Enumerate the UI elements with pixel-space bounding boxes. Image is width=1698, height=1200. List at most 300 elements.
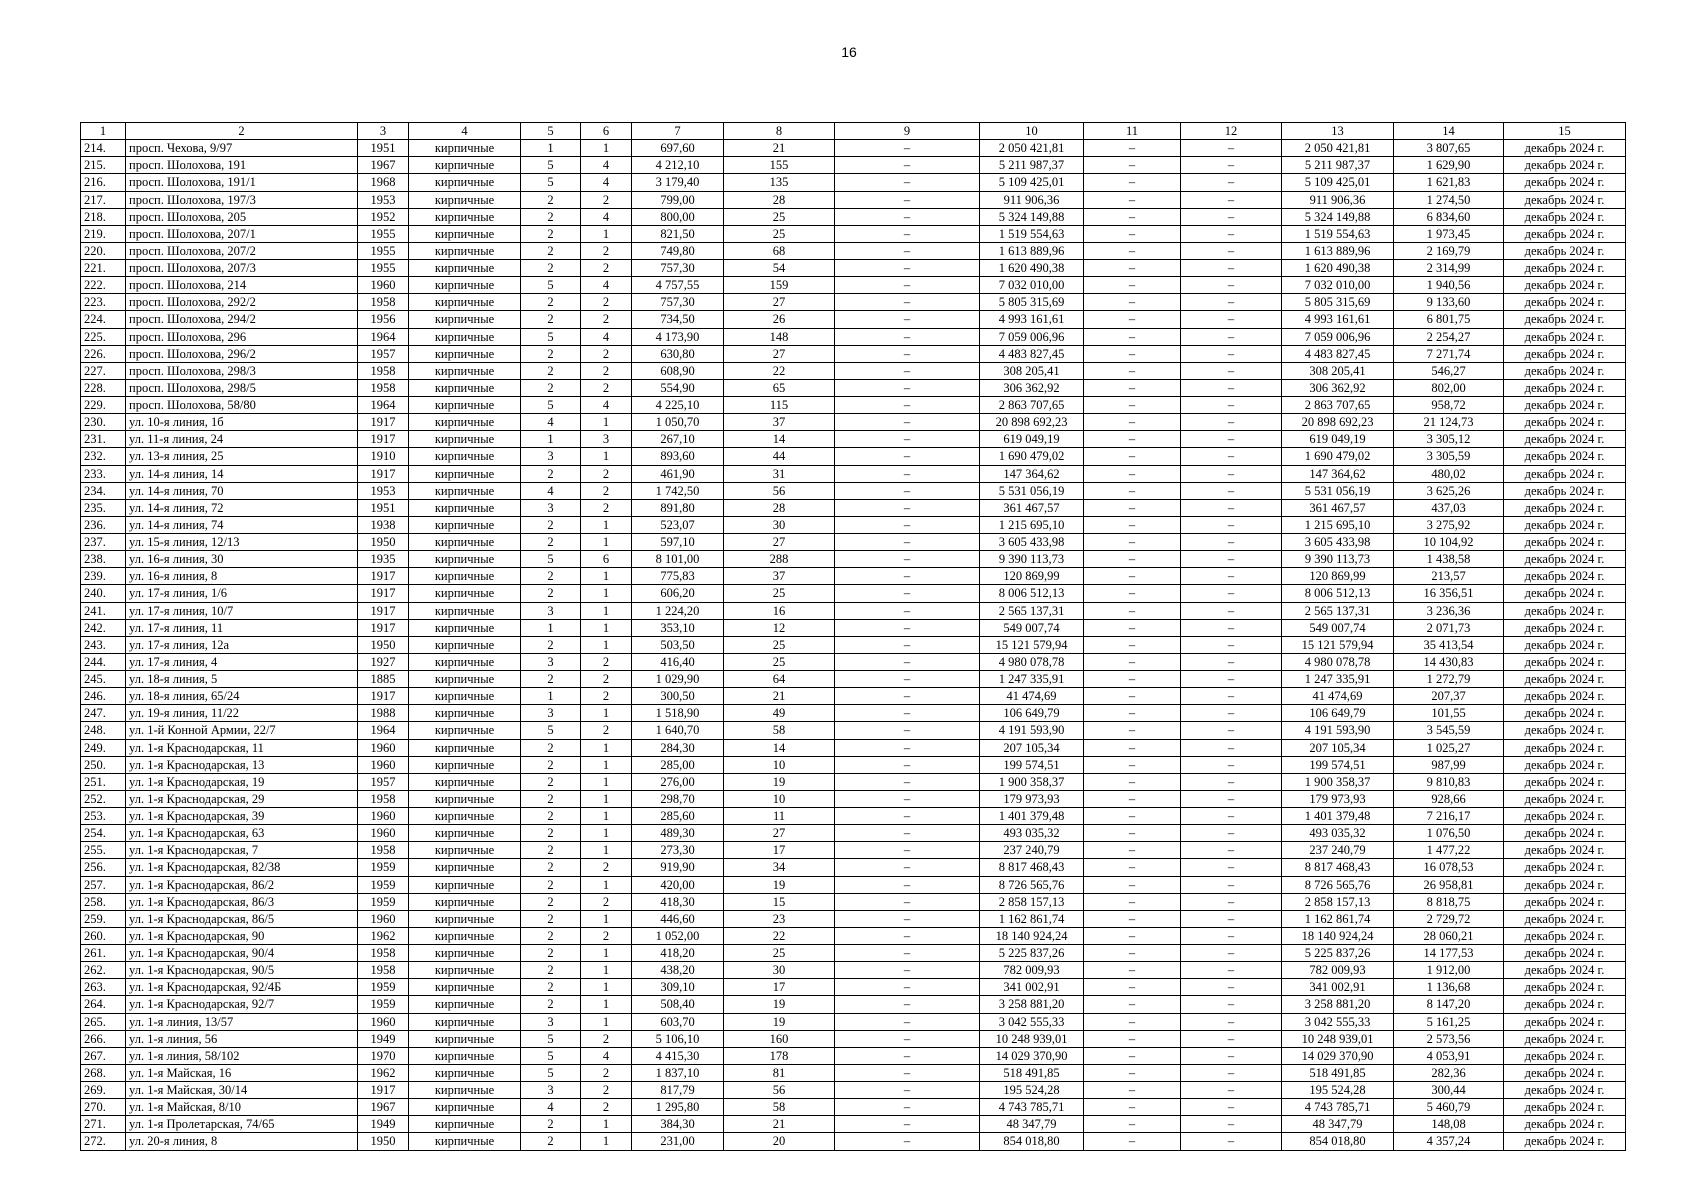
col-11-cell: – <box>1084 568 1181 585</box>
row-number-cell: 250. <box>81 756 126 773</box>
col-5-cell: 3 <box>521 705 581 722</box>
col-13-cell: 2 565 137,31 <box>1282 602 1394 619</box>
column-header-11: 11 <box>1084 123 1181 140</box>
col-10-cell: 549 007,74 <box>980 619 1084 636</box>
col-5-cell: 3 <box>521 499 581 516</box>
wall-material-cell: кирпичные <box>409 499 521 516</box>
address-cell: ул. 1-я Краснодарская, 90 <box>126 927 358 944</box>
col-5-cell: 2 <box>521 311 581 328</box>
col-12-cell: – <box>1181 602 1282 619</box>
year-cell: 1950 <box>358 1133 409 1150</box>
col-7-cell: 231,00 <box>632 1133 724 1150</box>
row-number-cell: 267. <box>81 1047 126 1064</box>
col-5-cell: 5 <box>521 277 581 294</box>
col-11-cell: – <box>1084 1082 1181 1099</box>
col-5-cell: 2 <box>521 465 581 482</box>
col-13-cell: 518 491,85 <box>1282 1064 1394 1081</box>
row-number-cell: 229. <box>81 397 126 414</box>
col-15-cell: декабрь 2024 г. <box>1504 653 1626 670</box>
col-5-cell: 2 <box>521 893 581 910</box>
address-cell: ул. 17-я линия, 11 <box>126 619 358 636</box>
wall-material-cell: кирпичные <box>409 379 521 396</box>
wall-material-cell: кирпичные <box>409 448 521 465</box>
col-10-cell: 306 362,92 <box>980 379 1084 396</box>
table-row <box>81 431 1626 448</box>
col-15-cell: декабрь 2024 г. <box>1504 671 1626 688</box>
col-11-cell: – <box>1084 191 1181 208</box>
col-11-cell: – <box>1084 876 1181 893</box>
col-8-cell: 25 <box>724 945 835 962</box>
col-11-cell: – <box>1084 294 1181 311</box>
page-number: 16 <box>841 44 857 60</box>
col-13-cell: 341 002,91 <box>1282 979 1394 996</box>
col-7-cell: 1 640,70 <box>632 722 724 739</box>
col-12-cell: – <box>1181 705 1282 722</box>
col-7-cell: 4 415,30 <box>632 1047 724 1064</box>
table-row <box>81 311 1626 328</box>
col-15-cell: декабрь 2024 г. <box>1504 448 1626 465</box>
col-15-cell: декабрь 2024 г. <box>1504 140 1626 157</box>
year-cell: 1917 <box>358 568 409 585</box>
col-13-cell: 782 009,93 <box>1282 962 1394 979</box>
column-header-2: 2 <box>126 123 358 140</box>
col-10-cell: 518 491,85 <box>980 1064 1084 1081</box>
col-15-cell: декабрь 2024 г. <box>1504 225 1626 242</box>
table-row <box>81 1082 1626 1099</box>
col-14-cell: 3 545,59 <box>1394 722 1504 739</box>
wall-material-cell: кирпичные <box>409 859 521 876</box>
col-13-cell: 4 980 078,78 <box>1282 653 1394 670</box>
table-row <box>81 876 1626 893</box>
col-9-cell: – <box>835 705 980 722</box>
col-12-cell: – <box>1181 739 1282 756</box>
col-9-cell: – <box>835 191 980 208</box>
col-7-cell: 418,20 <box>632 945 724 962</box>
address-cell: ул. 1-я Краснодарская, 39 <box>126 808 358 825</box>
col-6-cell: 3 <box>581 431 632 448</box>
row-number-cell: 269. <box>81 1082 126 1099</box>
col-13-cell: 120 869,99 <box>1282 568 1394 585</box>
col-9-cell: – <box>835 379 980 396</box>
col-8-cell: 14 <box>724 431 835 448</box>
col-6-cell: 1 <box>581 568 632 585</box>
year-cell: 1967 <box>358 157 409 174</box>
col-10-cell: 20 898 692,23 <box>980 414 1084 431</box>
col-14-cell: 5 460,79 <box>1394 1099 1504 1116</box>
address-cell: просп. Шолохова, 197/3 <box>126 191 358 208</box>
column-header-3: 3 <box>358 123 409 140</box>
col-6-cell: 1 <box>581 790 632 807</box>
col-8-cell: 288 <box>724 551 835 568</box>
col-15-cell: декабрь 2024 г. <box>1504 1116 1626 1133</box>
address-cell: ул. 17-я линия, 10/7 <box>126 602 358 619</box>
wall-material-cell: кирпичные <box>409 242 521 259</box>
col-12-cell: – <box>1181 910 1282 927</box>
col-14-cell: 207,37 <box>1394 688 1504 705</box>
col-10-cell: 8 726 565,76 <box>980 876 1084 893</box>
table-row <box>81 825 1626 842</box>
address-cell: просп. Шолохова, 207/3 <box>126 260 358 277</box>
address-cell: ул. 1-я Краснодарская, 29 <box>126 790 358 807</box>
col-13-cell: 106 649,79 <box>1282 705 1394 722</box>
table-row <box>81 790 1626 807</box>
address-cell: ул. 13-я линия, 25 <box>126 448 358 465</box>
col-7-cell: 420,00 <box>632 876 724 893</box>
col-8-cell: 68 <box>724 242 835 259</box>
col-12-cell: – <box>1181 962 1282 979</box>
col-8-cell: 58 <box>724 722 835 739</box>
col-5-cell: 2 <box>521 876 581 893</box>
address-cell: ул. 1-я Краснодарская, 92/7 <box>126 996 358 1013</box>
col-9-cell: – <box>835 516 980 533</box>
col-9-cell: – <box>835 260 980 277</box>
wall-material-cell: кирпичные <box>409 140 521 157</box>
row-number-cell: 231. <box>81 431 126 448</box>
col-6-cell: 2 <box>581 927 632 944</box>
address-cell: ул. 1-я Краснодарская, 19 <box>126 773 358 790</box>
column-header-10: 10 <box>980 123 1084 140</box>
col-6-cell: 2 <box>581 893 632 910</box>
year-cell: 1964 <box>358 328 409 345</box>
row-number-cell: 262. <box>81 962 126 979</box>
col-12-cell: – <box>1181 294 1282 311</box>
col-13-cell: 18 140 924,24 <box>1282 927 1394 944</box>
col-7-cell: 606,20 <box>632 585 724 602</box>
address-cell: ул. 1-я Пролетарская, 74/65 <box>126 1116 358 1133</box>
col-9-cell: – <box>835 1064 980 1081</box>
address-cell: просп. Шолохова, 191 <box>126 157 358 174</box>
row-number-cell: 271. <box>81 1116 126 1133</box>
col-13-cell: 1 900 358,37 <box>1282 773 1394 790</box>
table-row <box>81 859 1626 876</box>
col-14-cell: 1 136,68 <box>1394 979 1504 996</box>
col-10-cell: 9 390 113,73 <box>980 551 1084 568</box>
col-14-cell: 26 958,81 <box>1394 876 1504 893</box>
table-row <box>81 893 1626 910</box>
col-5-cell: 2 <box>521 585 581 602</box>
col-6-cell: 1 <box>581 1116 632 1133</box>
col-15-cell: декабрь 2024 г. <box>1504 431 1626 448</box>
col-5-cell: 2 <box>521 260 581 277</box>
col-9-cell: – <box>835 328 980 345</box>
wall-material-cell: кирпичные <box>409 191 521 208</box>
col-12-cell: – <box>1181 876 1282 893</box>
col-7-cell: 775,83 <box>632 568 724 585</box>
col-11-cell: – <box>1084 140 1181 157</box>
col-5-cell: 5 <box>521 328 581 345</box>
col-11-cell: – <box>1084 859 1181 876</box>
col-13-cell: 911 906,36 <box>1282 191 1394 208</box>
col-9-cell: – <box>835 722 980 739</box>
wall-material-cell: кирпичные <box>409 1133 521 1150</box>
col-11-cell: – <box>1084 465 1181 482</box>
col-13-cell: 5 211 987,37 <box>1282 157 1394 174</box>
wall-material-cell: кирпичные <box>409 653 521 670</box>
col-15-cell: декабрь 2024 г. <box>1504 585 1626 602</box>
col-14-cell: 3 236,36 <box>1394 602 1504 619</box>
col-9-cell: – <box>835 1133 980 1150</box>
column-header-14: 14 <box>1394 123 1504 140</box>
col-8-cell: 25 <box>724 225 835 242</box>
col-5-cell: 2 <box>521 910 581 927</box>
col-14-cell: 7 271,74 <box>1394 345 1504 362</box>
col-7-cell: 300,50 <box>632 688 724 705</box>
col-14-cell: 1 477,22 <box>1394 842 1504 859</box>
col-12-cell: – <box>1181 551 1282 568</box>
year-cell: 1917 <box>358 602 409 619</box>
address-cell: ул. 18-я линия, 65/24 <box>126 688 358 705</box>
col-14-cell: 480,02 <box>1394 465 1504 482</box>
col-13-cell: 199 574,51 <box>1282 756 1394 773</box>
col-7-cell: 3 179,40 <box>632 174 724 191</box>
year-cell: 1958 <box>358 362 409 379</box>
col-12-cell: – <box>1181 756 1282 773</box>
wall-material-cell: кирпичные <box>409 619 521 636</box>
col-14-cell: 2 314,99 <box>1394 260 1504 277</box>
column-header-9: 9 <box>835 123 980 140</box>
col-10-cell: 4 993 161,61 <box>980 311 1084 328</box>
col-11-cell: – <box>1084 208 1181 225</box>
col-6-cell: 1 <box>581 140 632 157</box>
row-number-cell: 246. <box>81 688 126 705</box>
col-11-cell: – <box>1084 636 1181 653</box>
year-cell: 1917 <box>358 688 409 705</box>
col-14-cell: 2 573,56 <box>1394 1030 1504 1047</box>
col-7-cell: 800,00 <box>632 208 724 225</box>
col-9-cell: – <box>835 140 980 157</box>
table-row <box>81 465 1626 482</box>
col-6-cell: 1 <box>581 825 632 842</box>
col-15-cell: декабрь 2024 г. <box>1504 808 1626 825</box>
col-5-cell: 2 <box>521 379 581 396</box>
row-number-cell: 245. <box>81 671 126 688</box>
col-10-cell: 911 906,36 <box>980 191 1084 208</box>
table-row <box>81 328 1626 345</box>
address-cell: просп. Шолохова, 214 <box>126 277 358 294</box>
col-5-cell: 3 <box>521 1013 581 1030</box>
column-header-12: 12 <box>1181 123 1282 140</box>
address-cell: ул. 1-я Краснодарская, 11 <box>126 739 358 756</box>
col-14-cell: 928,66 <box>1394 790 1504 807</box>
col-11-cell: – <box>1084 1116 1181 1133</box>
col-11-cell: – <box>1084 225 1181 242</box>
col-10-cell: 1 900 358,37 <box>980 773 1084 790</box>
col-5-cell: 2 <box>521 208 581 225</box>
table-row <box>81 1116 1626 1133</box>
col-10-cell: 8 817 468,43 <box>980 859 1084 876</box>
row-number-cell: 234. <box>81 482 126 499</box>
row-number-cell: 233. <box>81 465 126 482</box>
col-9-cell: – <box>835 825 980 842</box>
col-11-cell: – <box>1084 328 1181 345</box>
year-cell: 1917 <box>358 619 409 636</box>
col-9-cell: – <box>835 979 980 996</box>
row-number-cell: 252. <box>81 790 126 807</box>
address-cell: просп. Шолохова, 296/2 <box>126 345 358 362</box>
col-15-cell: декабрь 2024 г. <box>1504 722 1626 739</box>
col-10-cell: 3 605 433,98 <box>980 534 1084 551</box>
col-11-cell: – <box>1084 756 1181 773</box>
col-12-cell: – <box>1181 619 1282 636</box>
table-row <box>81 962 1626 979</box>
wall-material-cell: кирпичные <box>409 311 521 328</box>
address-cell: ул. 1-я Краснодарская, 63 <box>126 825 358 842</box>
col-11-cell: – <box>1084 1047 1181 1064</box>
col-7-cell: 597,10 <box>632 534 724 551</box>
address-cell: ул. 15-я линия, 12/13 <box>126 534 358 551</box>
col-8-cell: 49 <box>724 705 835 722</box>
col-6-cell: 1 <box>581 962 632 979</box>
col-15-cell: декабрь 2024 г. <box>1504 1082 1626 1099</box>
col-13-cell: 1 215 695,10 <box>1282 516 1394 533</box>
wall-material-cell: кирпичные <box>409 602 521 619</box>
row-number-cell: 248. <box>81 722 126 739</box>
col-13-cell: 5 109 425,01 <box>1282 174 1394 191</box>
wall-material-cell: кирпичные <box>409 825 521 842</box>
col-6-cell: 1 <box>581 705 632 722</box>
col-15-cell: декабрь 2024 г. <box>1504 328 1626 345</box>
col-9-cell: – <box>835 414 980 431</box>
address-cell: ул. 1-я линия, 13/57 <box>126 1013 358 1030</box>
col-7-cell: 1 029,90 <box>632 671 724 688</box>
col-12-cell: – <box>1181 979 1282 996</box>
col-10-cell: 2 858 157,13 <box>980 893 1084 910</box>
year-cell: 1885 <box>358 671 409 688</box>
col-7-cell: 757,30 <box>632 294 724 311</box>
wall-material-cell: кирпичные <box>409 705 521 722</box>
col-9-cell: – <box>835 277 980 294</box>
row-number-cell: 265. <box>81 1013 126 1030</box>
wall-material-cell: кирпичные <box>409 739 521 756</box>
col-6-cell: 2 <box>581 482 632 499</box>
wall-material-cell: кирпичные <box>409 688 521 705</box>
year-cell: 1950 <box>358 534 409 551</box>
col-14-cell: 3 625,26 <box>1394 482 1504 499</box>
col-7-cell: 799,00 <box>632 191 724 208</box>
col-6-cell: 1 <box>581 516 632 533</box>
year-cell: 1949 <box>358 1030 409 1047</box>
col-15-cell: декабрь 2024 г. <box>1504 927 1626 944</box>
year-cell: 1917 <box>358 585 409 602</box>
year-cell: 1960 <box>358 277 409 294</box>
col-7-cell: 4 212,10 <box>632 157 724 174</box>
col-6-cell: 2 <box>581 722 632 739</box>
col-14-cell: 14 430,83 <box>1394 653 1504 670</box>
col-7-cell: 418,30 <box>632 893 724 910</box>
col-14-cell: 21 124,73 <box>1394 414 1504 431</box>
col-5-cell: 2 <box>521 825 581 842</box>
row-number-cell: 235. <box>81 499 126 516</box>
col-13-cell: 549 007,74 <box>1282 619 1394 636</box>
col-11-cell: – <box>1084 345 1181 362</box>
address-cell: ул. 14-я линия, 72 <box>126 499 358 516</box>
col-6-cell: 1 <box>581 739 632 756</box>
col-13-cell: 1 247 335,91 <box>1282 671 1394 688</box>
col-5-cell: 2 <box>521 345 581 362</box>
col-10-cell: 199 574,51 <box>980 756 1084 773</box>
col-7-cell: 508,40 <box>632 996 724 1013</box>
col-10-cell: 4 743 785,71 <box>980 1099 1084 1116</box>
row-number-cell: 241. <box>81 602 126 619</box>
col-14-cell: 7 216,17 <box>1394 808 1504 825</box>
col-7-cell: 757,30 <box>632 260 724 277</box>
col-15-cell: декабрь 2024 г. <box>1504 790 1626 807</box>
col-8-cell: 30 <box>724 962 835 979</box>
row-number-cell: 225. <box>81 328 126 345</box>
col-13-cell: 48 347,79 <box>1282 1116 1394 1133</box>
col-13-cell: 2 863 707,65 <box>1282 397 1394 414</box>
year-cell: 1958 <box>358 294 409 311</box>
col-10-cell: 341 002,91 <box>980 979 1084 996</box>
col-15-cell: декабрь 2024 г. <box>1504 996 1626 1013</box>
col-14-cell: 1 912,00 <box>1394 962 1504 979</box>
col-12-cell: – <box>1181 534 1282 551</box>
col-11-cell: – <box>1084 1099 1181 1116</box>
year-cell: 1949 <box>358 1116 409 1133</box>
table-row <box>81 242 1626 259</box>
col-5-cell: 4 <box>521 414 581 431</box>
col-10-cell: 3 258 881,20 <box>980 996 1084 1013</box>
col-15-cell: декабрь 2024 г. <box>1504 688 1626 705</box>
col-8-cell: 20 <box>724 1133 835 1150</box>
wall-material-cell: кирпичные <box>409 397 521 414</box>
col-5-cell: 5 <box>521 157 581 174</box>
wall-material-cell: кирпичные <box>409 1064 521 1081</box>
col-9-cell: – <box>835 551 980 568</box>
row-number-cell: 244. <box>81 653 126 670</box>
col-14-cell: 300,44 <box>1394 1082 1504 1099</box>
table-row <box>81 379 1626 396</box>
year-cell: 1955 <box>358 242 409 259</box>
row-number-cell: 240. <box>81 585 126 602</box>
col-11-cell: – <box>1084 962 1181 979</box>
col-8-cell: 25 <box>724 585 835 602</box>
col-5-cell: 4 <box>521 1099 581 1116</box>
col-14-cell: 3 275,92 <box>1394 516 1504 533</box>
year-cell: 1958 <box>358 962 409 979</box>
col-8-cell: 21 <box>724 688 835 705</box>
col-8-cell: 58 <box>724 1099 835 1116</box>
col-5-cell: 2 <box>521 945 581 962</box>
col-12-cell: – <box>1181 260 1282 277</box>
col-12-cell: – <box>1181 1133 1282 1150</box>
address-cell: ул. 17-я линия, 12а <box>126 636 358 653</box>
row-number-cell: 228. <box>81 379 126 396</box>
col-8-cell: 44 <box>724 448 835 465</box>
col-5-cell: 1 <box>521 619 581 636</box>
col-14-cell: 958,72 <box>1394 397 1504 414</box>
col-9-cell: – <box>835 294 980 311</box>
col-9-cell: – <box>835 208 980 225</box>
col-7-cell: 821,50 <box>632 225 724 242</box>
wall-material-cell: кирпичные <box>409 225 521 242</box>
address-cell: просп. Шолохова, 58/80 <box>126 397 358 414</box>
col-11-cell: – <box>1084 722 1181 739</box>
table-row <box>81 979 1626 996</box>
col-6-cell: 1 <box>581 996 632 1013</box>
row-number-cell: 221. <box>81 260 126 277</box>
col-12-cell: – <box>1181 277 1282 294</box>
col-7-cell: 8 101,00 <box>632 551 724 568</box>
col-13-cell: 4 191 593,90 <box>1282 722 1394 739</box>
col-10-cell: 5 324 149,88 <box>980 208 1084 225</box>
col-6-cell: 4 <box>581 277 632 294</box>
address-cell: просп. Шолохова, 298/5 <box>126 379 358 396</box>
address-cell: ул. 1-й Конной Армии, 22/7 <box>126 722 358 739</box>
col-12-cell: – <box>1181 842 1282 859</box>
col-6-cell: 4 <box>581 174 632 191</box>
wall-material-cell: кирпичные <box>409 431 521 448</box>
